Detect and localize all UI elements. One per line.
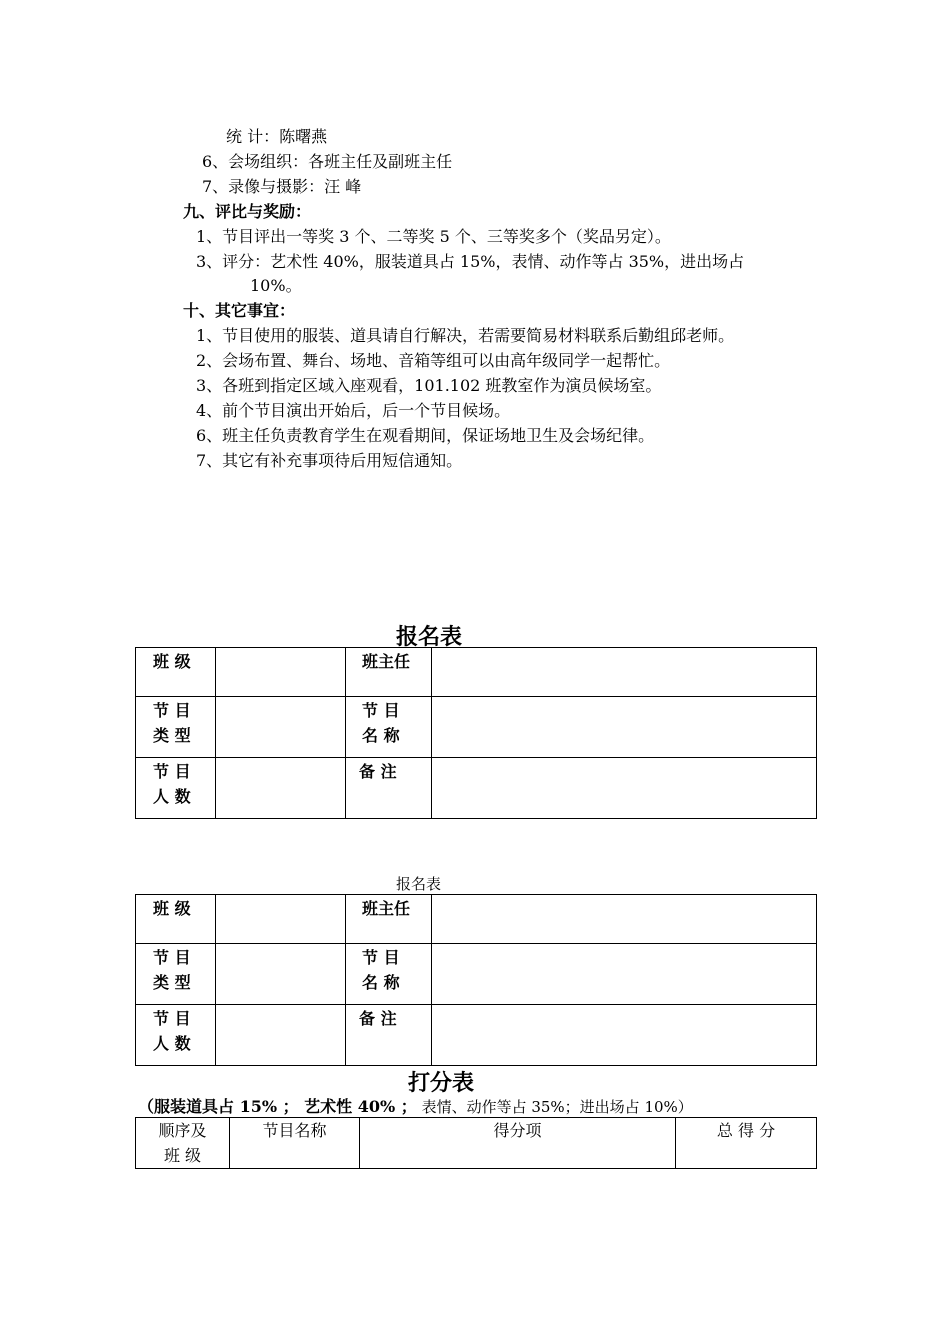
program-type-label: 节 目 类 型 <box>136 697 216 758</box>
total-score-header: 总 得 分 <box>676 1118 817 1169</box>
score-weighting-normal: 表情、动作等占 35%；进出场占 10%） <box>416 1098 693 1116</box>
program-name-header: 节目名称 <box>230 1118 360 1169</box>
score-table <box>135 1117 817 1169</box>
registration-form-2 <box>135 894 817 1066</box>
teacher-input-cell[interactable] <box>432 895 817 944</box>
section-10-item: 3、各班到指定区域入座观看，101.102 班教室作为演员候场室。 <box>196 376 662 395</box>
section-9-item-1: 1、节目评出一等奖 3 个、二等奖 5 个、三等奖多个（奖品另定）。 <box>196 227 671 246</box>
teacher-label: 班主任 <box>346 648 432 697</box>
class-input-cell[interactable] <box>216 648 346 697</box>
stats-line: 统 计：陈曙燕 <box>226 127 328 146</box>
section-10-item: 2、会场布置、舞台、场地、音箱等组可以由高年级同学一起帮忙。 <box>196 351 671 370</box>
section-9-heading: 九、评比与奖励： <box>183 202 312 221</box>
section-9-item-3-cont: 10%。 <box>250 276 302 295</box>
teacher-label: 班主任 <box>346 895 432 944</box>
program-name-label: 节 目 名 称 <box>346 697 432 758</box>
section-10-item: 1、节目使用的服装、道具请自行解决，若需要简易材料联系后勤组邱老师。 <box>196 326 735 345</box>
remark-label: 备 注 <box>346 758 432 819</box>
program-name-input-cell[interactable] <box>432 944 817 1005</box>
program-type-input-cell[interactable] <box>216 944 346 1005</box>
section-10-item: 6、班主任负责教育学生在观看期间，保证场地卫生及会场纪律。 <box>196 426 655 445</box>
remark-label: 备 注 <box>346 1005 432 1066</box>
participant-count-label: 节 目 人 数 <box>136 1005 216 1066</box>
order-class-header: 顺序及 班 级 <box>136 1118 230 1169</box>
score-table-title: 打分表 <box>408 1070 475 1096</box>
section-10-item: 7、其它有补充事项待后用短信通知。 <box>196 451 463 470</box>
form-2-title: 报名表 <box>396 875 442 893</box>
participant-count-input-cell[interactable] <box>216 1005 346 1066</box>
class-label: 班 级 <box>136 895 216 944</box>
section-10-item: 4、前个节目演出开始后，后一个节目候场。 <box>196 401 511 420</box>
class-input-cell[interactable] <box>216 895 346 944</box>
participant-count-input-cell[interactable] <box>216 758 346 819</box>
form-1-title: 报名表 <box>396 624 463 650</box>
program-type-label: 节 目 类 型 <box>136 944 216 1005</box>
score-weighting-bold: （服装道具占 15% ； 艺术性 40% ； <box>138 1097 417 1116</box>
participant-count-label: 节 目 人 数 <box>136 758 216 819</box>
section-10-heading: 十、其它事宜： <box>183 301 296 320</box>
registration-form-1 <box>135 647 817 819</box>
score-weighting-note <box>138 1094 693 1117</box>
program-name-label: 节 目 名 称 <box>346 944 432 1005</box>
video-photo-line: 7、录像与摄影：汪 峰 <box>202 177 362 196</box>
section-9-item-3: 3、评分：艺术性 40%，服装道具占 15%，表情、动作等占 35%，进出场占 <box>196 252 745 271</box>
program-name-input-cell[interactable] <box>432 697 817 758</box>
program-type-input-cell[interactable] <box>216 697 346 758</box>
class-label: 班 级 <box>136 648 216 697</box>
score-items-header: 得分项 <box>360 1118 676 1169</box>
teacher-input-cell[interactable] <box>432 648 817 697</box>
remark-input-cell[interactable] <box>432 758 817 819</box>
remark-input-cell[interactable] <box>432 1005 817 1066</box>
venue-organize-line: 6、会场组织：各班主任及副班主任 <box>202 152 453 171</box>
